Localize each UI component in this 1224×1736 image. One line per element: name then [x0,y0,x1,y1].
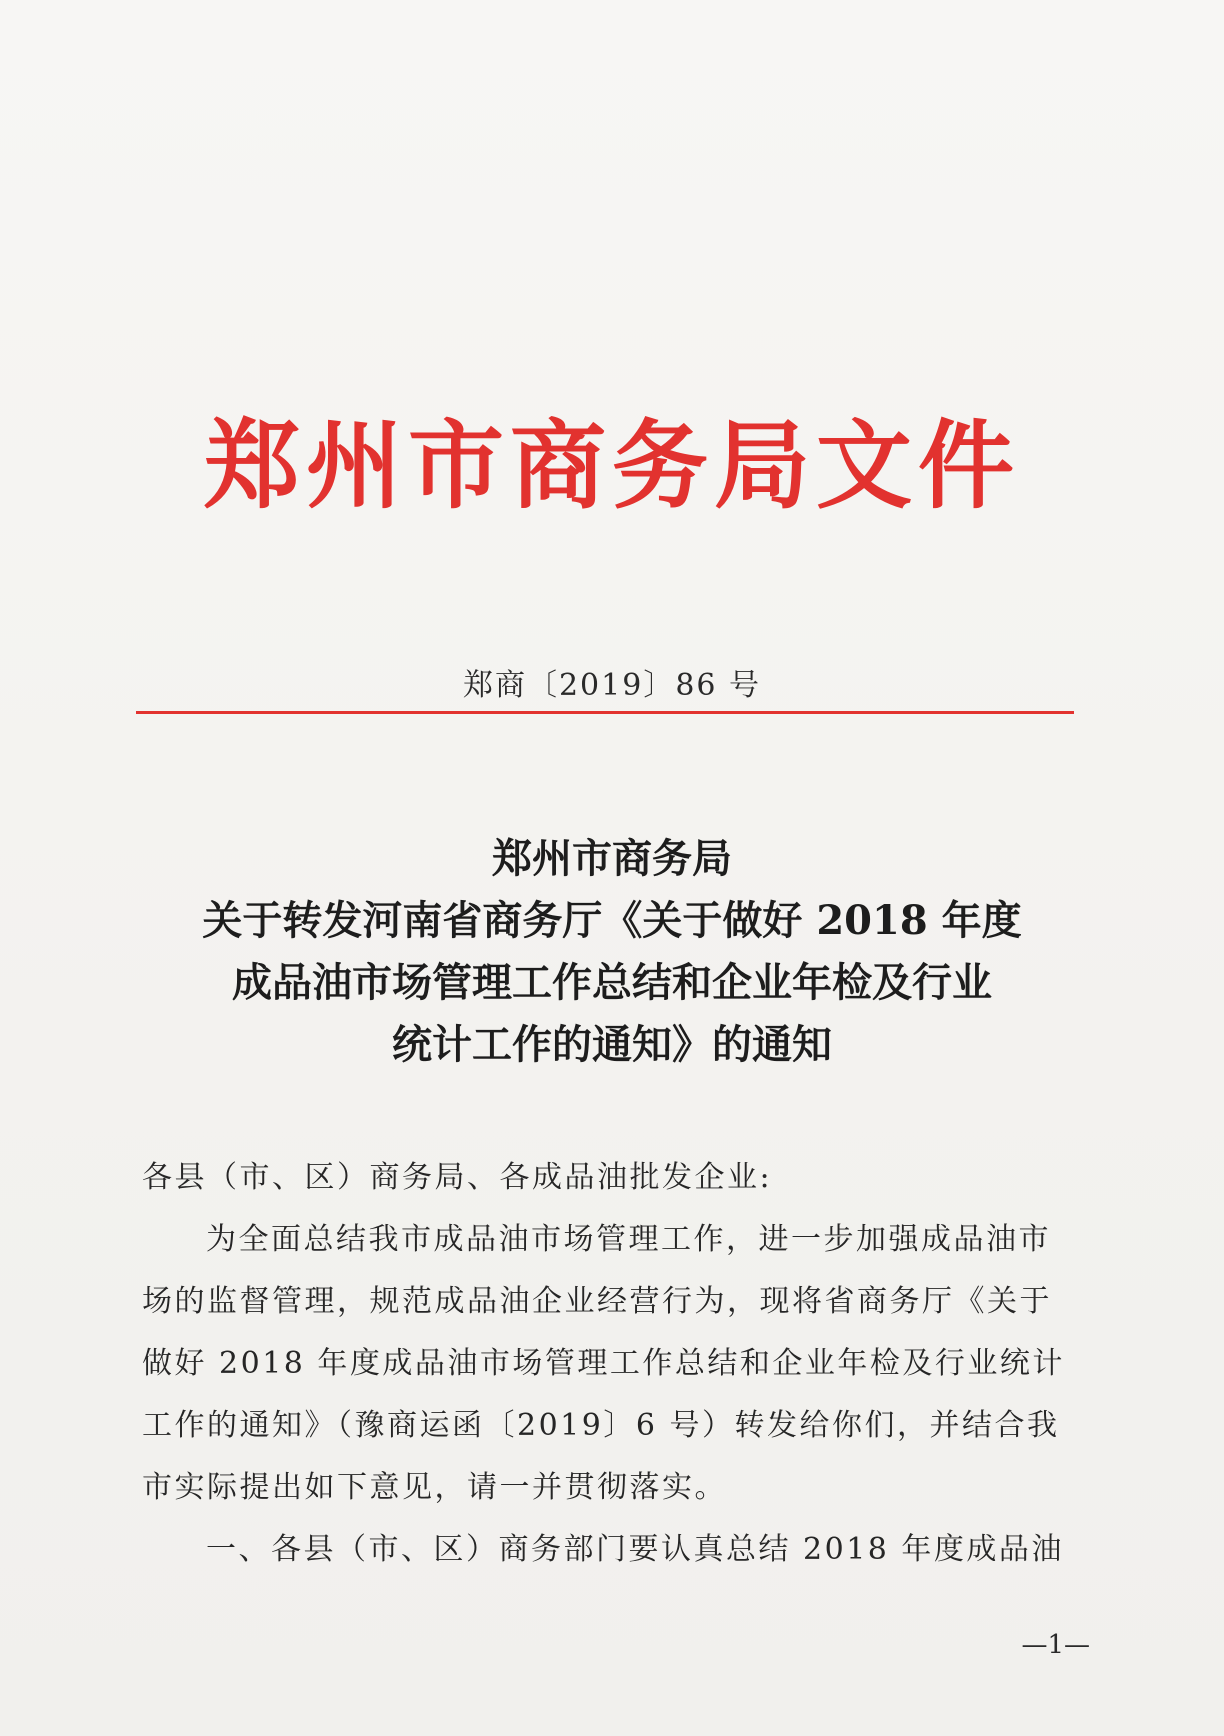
notice-title [0,828,1224,1076]
page-number: —1— [1021,1630,1090,1660]
paragraph-1-line-4: 工作的通知》（豫商运函〔2019〕6 号）转发给你们，并结合我 [142,1408,1060,1443]
paragraph-1-line-5: 市实际提出如下意见，请一并贯彻落实。 [142,1470,727,1505]
paragraph-1-line-1: 为全面总结我市成品油市场管理工作，进一步加强成品油市 [206,1222,1051,1257]
document-body [142,1147,1082,1581]
paragraph-1-line-3: 做好 2018 年度成品油市场管理工作总结和企业年检及行业统计 [142,1346,1065,1381]
red-divider-line [136,711,1074,714]
notice-title-line-3: 成品油市场管理工作总结和企业年检及行业 [232,959,992,1006]
paragraph-1-line-2: 场的监督管理，规范成品油企业经营行为，现将省商务厅《关于 [142,1284,1052,1319]
paragraph-2-line-1: 一、各县（市、区）商务部门要认真总结 2018 年度成品油 [206,1532,1064,1567]
document-number: 郑商〔2019〕86 号 [462,668,762,703]
salutation: 各县（市、区）商务局、各成品油批发企业: [142,1160,773,1195]
notice-title-line-1: 郑州市商务局 [492,835,732,882]
notice-title-line-2: 关于转发河南省商务厅《关于做好 2018 年度 [202,897,1022,944]
notice-title-line-4: 统计工作的通知》的通知 [392,1021,832,1068]
document-header-title: 郑州市商务局文件 [204,409,1020,522]
